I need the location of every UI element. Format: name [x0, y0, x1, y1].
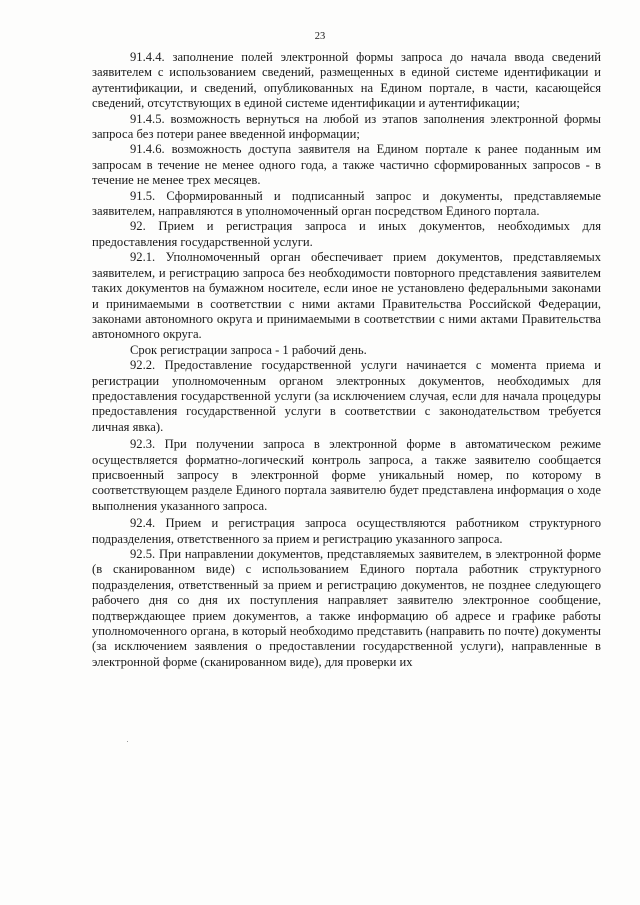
paragraph-92-5: 92.5. При направлении документов, представляемых заявителем, в электронной форме (в сканированном виде) с использованием Единого портала работник структурного подразделения, ответственный за прием и регистрацию документов, не позднее следующего рабочего дня со дня их поступления направляет заявителю электронное сообщение, подтверждающее прием документов, а также информацию об адресе и графике работы уполномоченного органа, в который необходимо представить (направить по почте) документы (за исключением заявления о предоставлении государственной услуги), направленные в электронной форме (сканированном виде), для проверки их [92, 547, 601, 669]
document-text-body [92, 50, 601, 670]
paragraph-registration-term: Срок регистрации запроса - 1 рабочий день. [130, 342, 367, 357]
scan-artifact [127, 741, 128, 742]
paragraph-91-4-5: 91.4.5. возможность вернуться на любой из этапов заполнения электронной формы запроса без потери ранее введенной информации; [92, 111, 601, 142]
paragraph-92-2: 92.2. Предоставление государственной услуги начинается с момента приема и регистрации уполномоченным органом электронных документов, необходимых для предоставления государственной услуги (за исключением случая, если для начала процедуры предоставления государственной услуги в соответствии с законодательством требуется личная явка). [92, 358, 601, 434]
paragraph-92-3: 92.3. При получении запроса в электронной форме в автоматическом режиме осуществляется форматно-логический контроль запроса, а также заявителю сообщается присвоенный запросу в электронной форме уникальный номер, по которому в соответствующем разделе Единого портала заявителю будет представлена информация о ходе выполнения указанного запроса. [92, 437, 601, 513]
paragraph-92: 92. Прием и регистрация запроса и иных документов, необходимых для предоставления государственной услуги. [92, 219, 601, 249]
paragraph-92-4: 92.4. Прием и регистрация запроса осуществляются работником структурного подразделения, ответственного за прием и регистрацию указанного запроса. [92, 516, 601, 546]
paragraph-91-5: 91.5. Сформированный и подписанный запрос и документы, представляемые заявителем, направляются в уполномоченный орган посредством Единого портала. [92, 188, 601, 219]
paragraph-91-4-4: 91.4.4. заполнение полей электронной формы запроса до начала ввода сведений заявителем с использованием сведений, размещенных в единой системе идентификации и аутентификации, и сведений, опубликованных на Едином портале, в части, касающейся сведений, отсутствующих в единой системе идентификации и аутентификации; [92, 50, 601, 111]
paragraph-92-1: 92.1. Уполномоченный орган обеспечивает прием документов, представляемых заявителем, и регистрацию запроса без необходимости повторного представления заявителем таких документов на бумажном носителе, если иное не установлено федеральными законами и принимаемыми в соответствии с ними актами Правительства Российской Федерации, законами автономного округа и принимаемыми в соответствии с ними актами Правительства автономного округа. [92, 250, 601, 342]
paragraph-91-4-6: 91.4.6. возможность доступа заявителя на Едином портале к ранее поданным им запросам в течение не менее одного года, а также частично сформированных запросов - в течение не менее трех месяцев. [92, 142, 601, 188]
page-number: 23 [314, 31, 326, 42]
